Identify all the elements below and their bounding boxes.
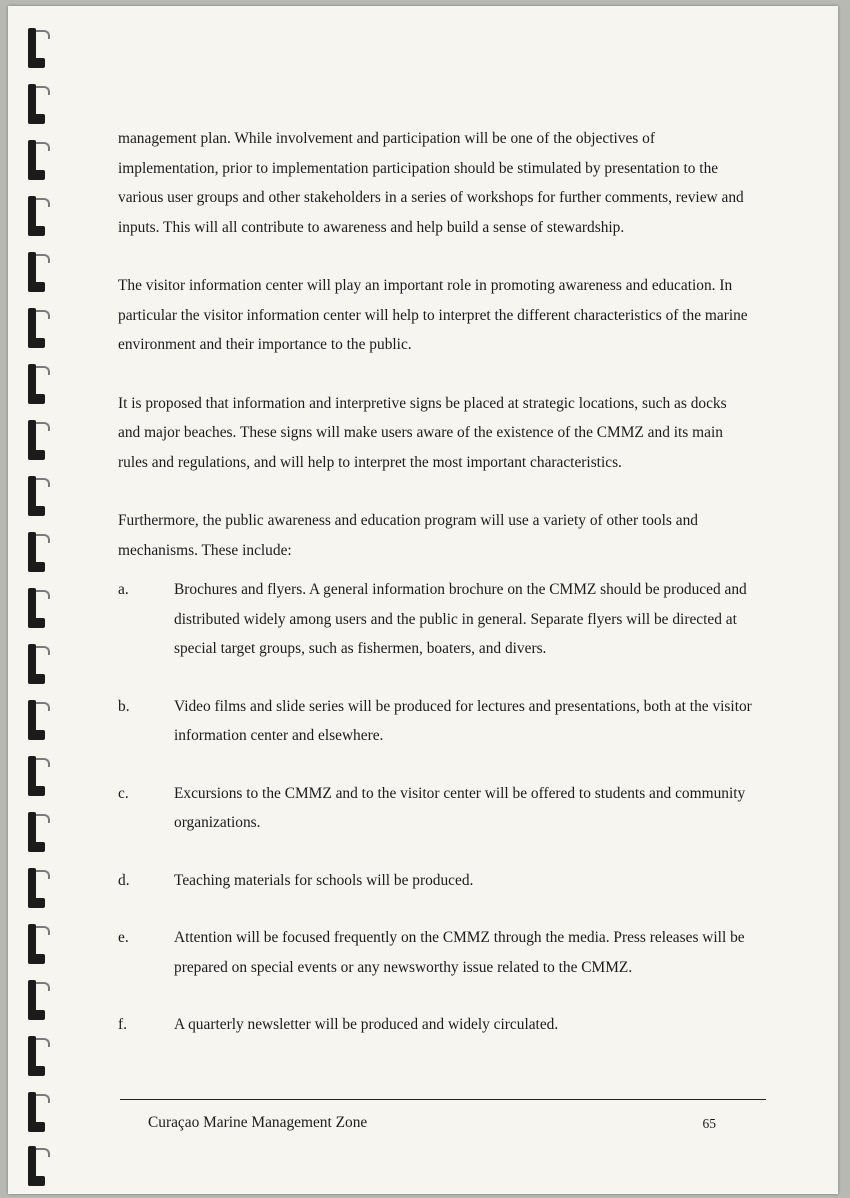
binding-ring-icon (26, 1146, 48, 1192)
paragraph: The visitor information center will play an important role in promoting awareness and education. In particular the visitor information center will help to interpret the different characteristics of the marine environment and their importance to the public. (118, 277, 748, 353)
footer-title: Curaçao Marine Management Zone (148, 1114, 368, 1131)
binding-ring-icon (26, 308, 48, 354)
binding-ring-icon (26, 700, 48, 746)
binding-ring-icon (26, 364, 48, 410)
binding-ring-icon (26, 28, 48, 74)
binding-ring-icon (26, 868, 48, 914)
binding-ring-icon (26, 196, 48, 242)
binding-ring-icon (26, 420, 48, 466)
paragraph: It is proposed that information and interpretive signs be placed at strategic locations, such as docks and major beaches. These signs will make users aware of the existence of the CMMZ and its main rules and regulations, and will help to interpret the most important characteristics. (118, 394, 727, 471)
list-item-letter: f. (118, 1016, 127, 1033)
list-item (118, 866, 752, 896)
list-item-letter: e. (118, 929, 129, 946)
list-item (118, 1010, 752, 1040)
list-item-letter: c. (118, 784, 129, 802)
binding-ring-icon (26, 812, 48, 858)
binding-ring-icon (26, 1092, 48, 1138)
paragraph: management plan. While involvement and participation will be one of the objectives of implementation, prior to implementation participation should be stimulated by presentation to the various user groups and other stakeholders in a series of workshops for further comments, review and inputs. This will all contribute to awareness and help build a sense of stewardship. (118, 130, 744, 236)
binding-ring-icon (26, 252, 48, 298)
list-item-letter: b. (118, 697, 130, 715)
list-item-letter: a. (118, 581, 129, 598)
list-item-text: Attention will be focused frequently on the CMMZ through the media. Press releases will be prepared on special events or any newsworthy issue related to the CMMZ. (174, 929, 745, 976)
binding-ring-icon (26, 644, 48, 690)
page-footer (120, 1099, 766, 1131)
list-item (118, 779, 752, 838)
binding-ring-icon (26, 588, 48, 634)
spiral-binding (26, 28, 56, 1188)
binding-ring-icon (26, 756, 48, 802)
list-item-letter: d. (118, 871, 130, 889)
binding-ring-icon (26, 84, 48, 130)
binding-ring-icon (26, 476, 48, 522)
document-page (8, 6, 838, 1194)
list-intro: Furthermore, the public awareness and education program will use a variety of other tools and mechanisms. These include: (118, 512, 698, 559)
list-item-text: Brochures and flyers. A general information brochure on the CMMZ should be produced and distributed widely among users and the public in general. Separate flyers will be directed at special target groups, such as fishermen, boaters, and divers. (174, 581, 747, 657)
list-item (118, 575, 752, 664)
list-item-text: A quarterly newsletter will be produced and widely circulated. (174, 1016, 559, 1033)
list-item-text: Excursions to the CMMZ and to the visitor center will be offered to students and community organizations. (174, 784, 746, 831)
binding-ring-icon (26, 980, 48, 1026)
page-number: 65 (702, 1116, 716, 1131)
list-item (118, 923, 752, 982)
list-item (118, 692, 752, 751)
list-item-text: Teaching materials for schools will be produced. (174, 871, 474, 889)
list-item-text: Video films and slide series will be produced for lectures and presentations, both at the visitor information center and elsewhere. (174, 697, 752, 744)
binding-ring-icon (26, 1036, 48, 1082)
binding-ring-icon (26, 140, 48, 186)
binding-ring-icon (26, 532, 48, 578)
body-text (118, 124, 752, 1068)
binding-ring-icon (26, 924, 48, 970)
